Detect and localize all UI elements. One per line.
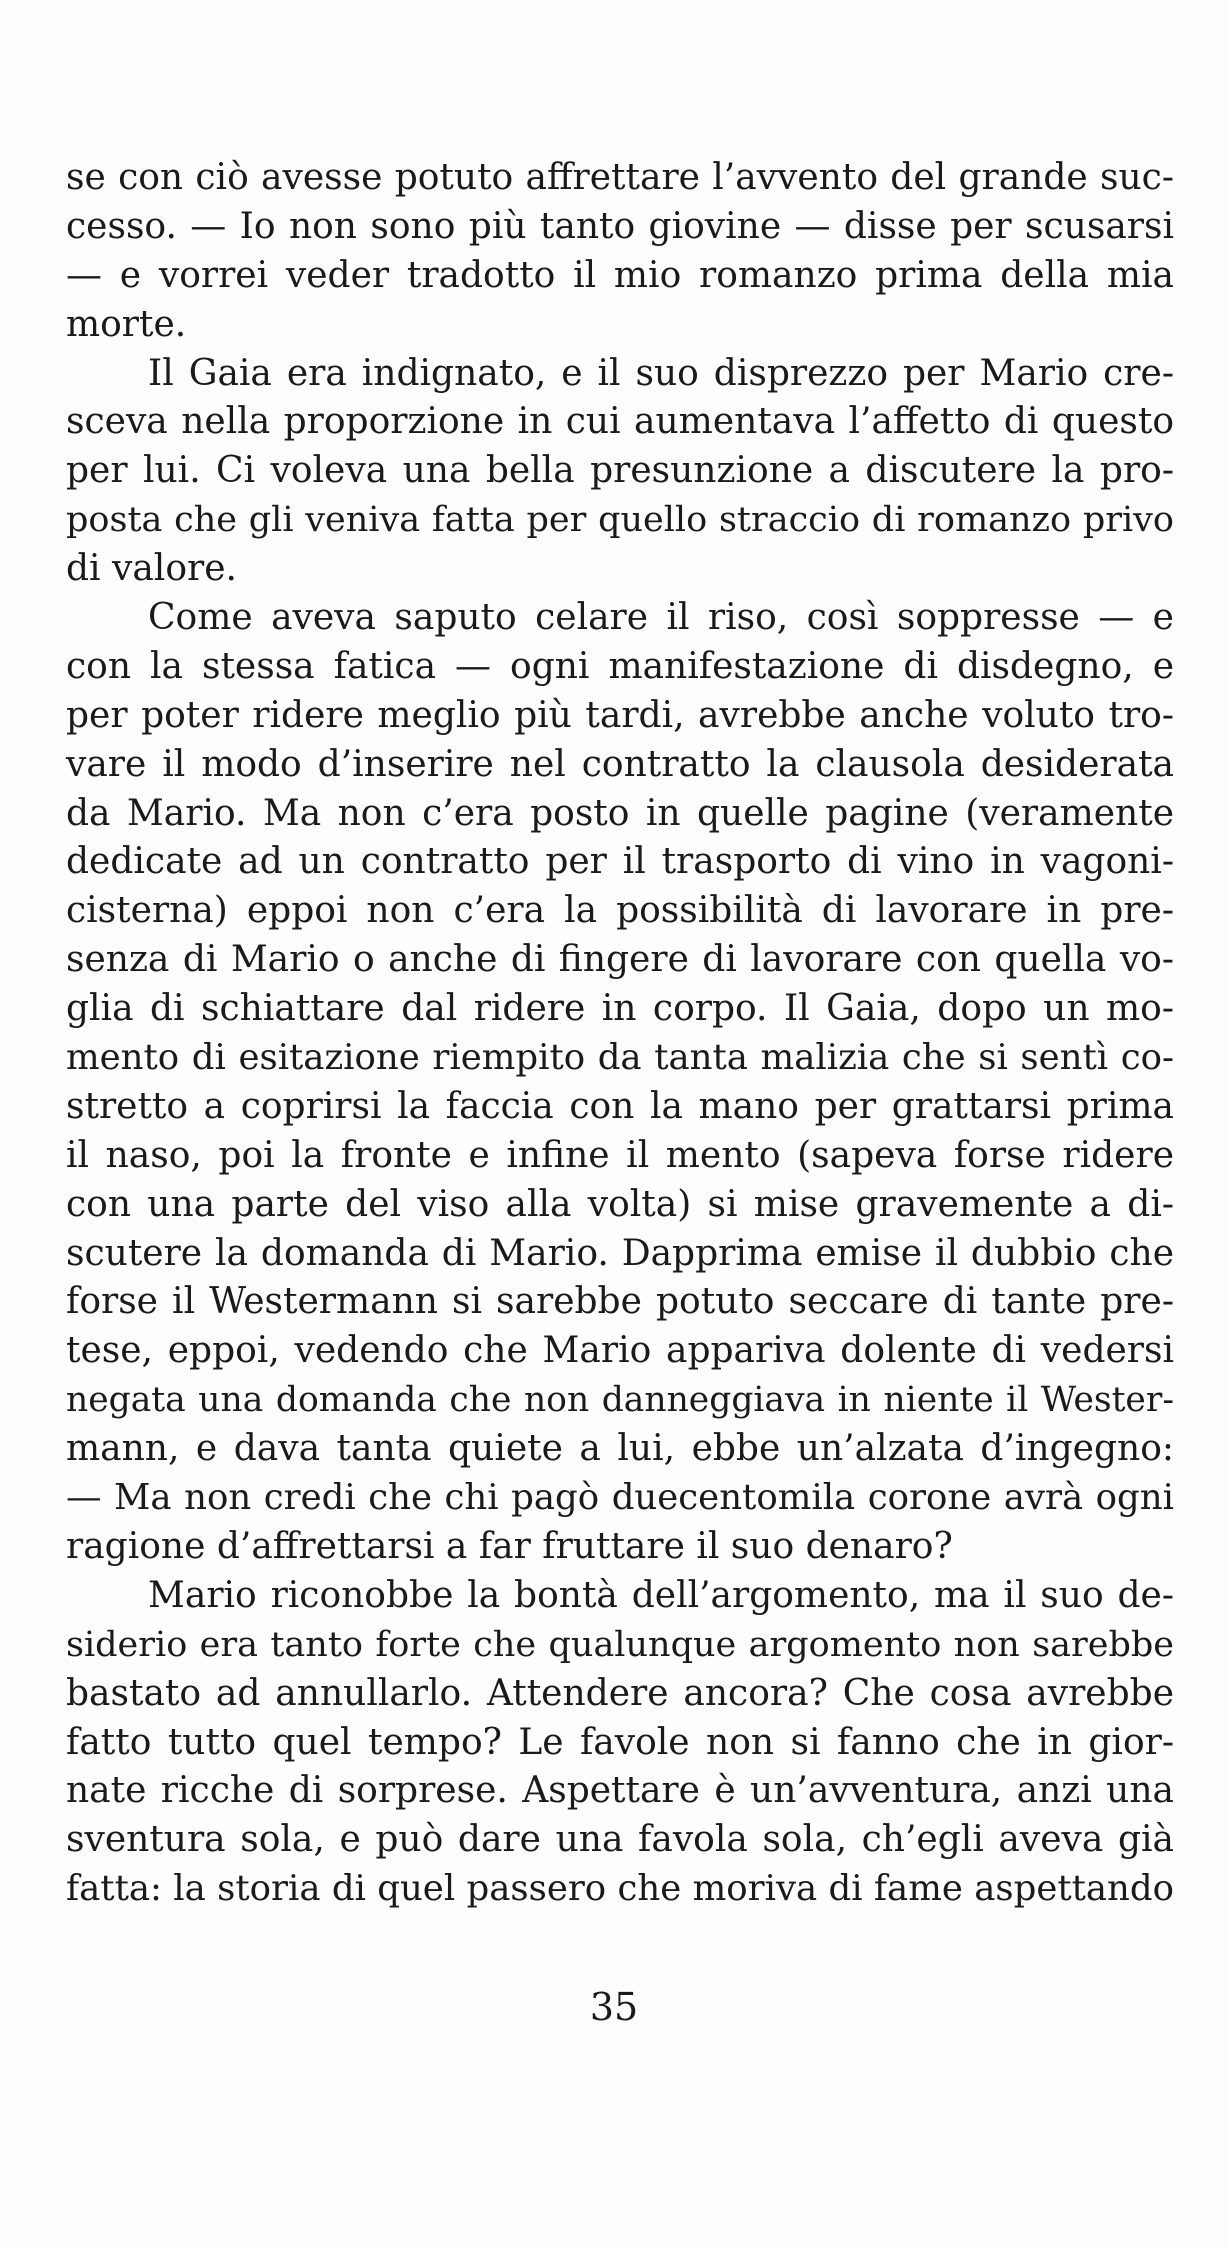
text-line: siderio era tanto forte che qualunque argomento non sarebbe	[66, 1624, 1174, 1665]
text-line: sventura sola, e può dare una favola sola, ch’egli aveva già	[66, 1819, 1174, 1861]
text-line: bastato ad annullarlo. Attendere ancora? Che cosa avrebbe	[66, 1672, 1174, 1714]
text-line: Mario riconobbe la bontà dell’argomento, ma il suo de-	[148, 1574, 1174, 1616]
text-line: nate ricche di sorprese. Aspettare è un’avventura, anzi una	[66, 1770, 1174, 1812]
text-line: per lui. Ci voleva una bella presunzione a discutere la pro-	[66, 450, 1174, 492]
text-line: di valore.	[66, 548, 237, 590]
text-line: mann, e dava tanta quiete a lui, ebbe un’alzata d’ingegno:	[66, 1428, 1174, 1470]
text-line: cisterna) eppoi non c’era la possibilità di lavorare in pre-	[66, 890, 1174, 932]
text-line: morte.	[66, 303, 187, 345]
text-line: — Ma non credi che chi pagò duecentomila corone avrà ogni	[66, 1477, 1174, 1519]
text-line: fatta: la storia di quel passero che moriva di fame aspettando	[66, 1868, 1174, 1910]
text-line: fatto tutto quel tempo? Le favole non si fanno che in gior-	[66, 1721, 1174, 1763]
text-line: il naso, poi la fronte e infine il mento (sapeva forse ridere	[66, 1134, 1174, 1176]
text-line: ragione d’affrettarsi a far fruttare il suo denaro?	[66, 1525, 953, 1567]
text-line: — e vorrei veder tradotto il mio romanzo prima della mia	[66, 254, 1174, 296]
text-line: tese, eppoi, vedendo che Mario appariva dolente di vedersi	[66, 1330, 1174, 1372]
text-line: Come aveva saputo celare il riso, così soppresse — e	[148, 597, 1174, 639]
text-line: scutere la domanda di Mario. Dapprima emise il dubbio che	[66, 1232, 1174, 1274]
text-line: se con ciò avesse potuto affrettare l’avvento del grande suc-	[66, 157, 1174, 198]
body-text	[66, 154, 1174, 1914]
text-line: posta che gli veniva fatta per quello straccio di romanzo privo	[66, 500, 1174, 541]
text-line: Il Gaia era indignato, e il suo disprezzo per Mario cre-	[148, 352, 1174, 394]
text-line: stretto a coprirsi la faccia con la mano per grattarsi prima	[66, 1085, 1174, 1127]
text-line: negata una domanda che non danneggiava in niente il Wester-	[66, 1380, 1174, 1421]
text-line: forse il Westermann si sarebbe potuto seccare di tante pre-	[66, 1281, 1174, 1323]
text-line: mento di esitazione riempito da tanta malizia che si sentì co-	[66, 1037, 1174, 1079]
text-line: vare il modo d’inserire nel contratto la clausola desiderata	[66, 743, 1174, 785]
text-line: glia di schiattare dal ridere in corpo. Il Gaia, dopo un mo-	[66, 988, 1174, 1030]
text-line: con la stessa fatica — ogni manifestazione di disdegno, e	[66, 645, 1174, 687]
text-line: con una parte del viso alla volta) si mise gravemente a di-	[66, 1183, 1174, 1225]
text-line: cesso. — Io non sono più tanto giovine — disse per scusarsi	[66, 205, 1174, 247]
page-number: 35	[589, 1985, 639, 2029]
text-line: per poter ridere meglio più tardi, avrebbe anche voluto tro-	[66, 694, 1174, 736]
text-line: dedicate ad un contratto per il trasporto di vino in vagoni-	[66, 841, 1174, 883]
text-line: senza di Mario o anche di fingere di lavorare con quella vo-	[66, 939, 1174, 981]
text-line: da Mario. Ma non c’era posto in quelle pagine (veramente	[66, 792, 1174, 834]
text-line: sceva nella proporzione in cui aumentava l’affetto di questo	[66, 401, 1174, 443]
